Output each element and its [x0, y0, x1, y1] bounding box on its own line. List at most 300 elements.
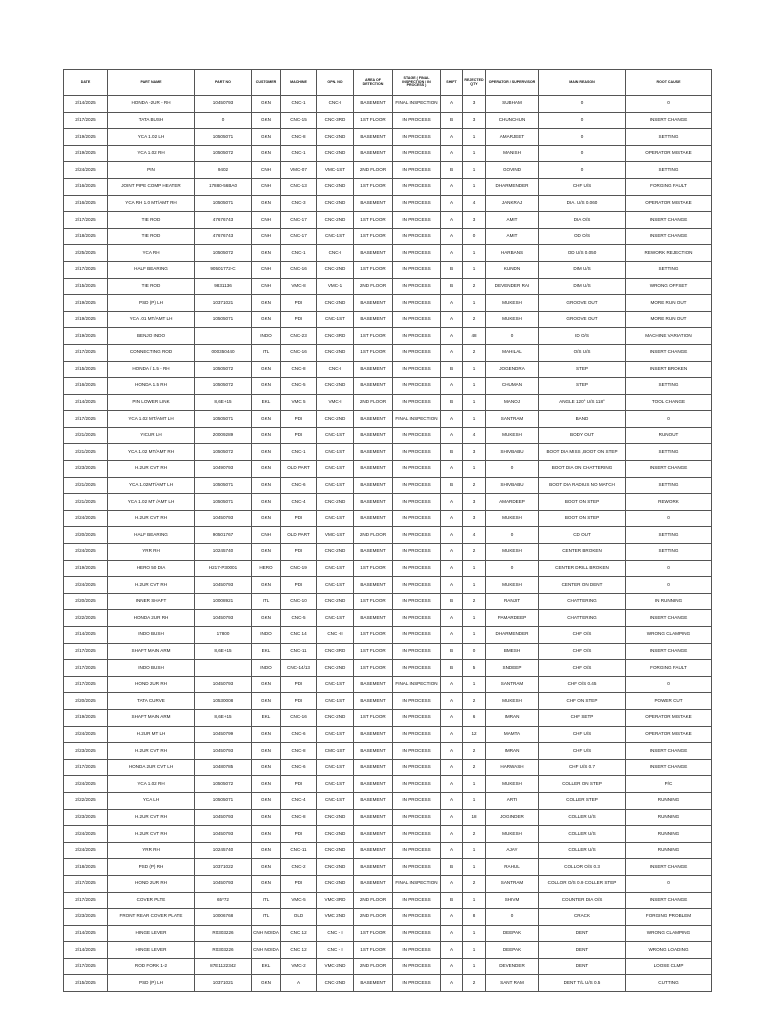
cell-part-no: 10450793 — [195, 809, 252, 826]
cell-opn-no: CNC - I — [317, 925, 354, 942]
cell-operator: AJAY — [486, 842, 539, 859]
cell-root-cause: RUNNING — [626, 826, 712, 843]
cell-part-name: YCA 1.02MT/AMT LH — [108, 477, 195, 494]
header-machine: MACHINE — [281, 70, 317, 96]
cell-date: 2/17/2025 — [64, 759, 108, 776]
cell-customer: INDO — [252, 627, 281, 644]
cell-main-reason: CD OUT — [539, 527, 626, 544]
cell-main-reason: CHF SETP — [539, 709, 626, 726]
cell-stage: IN PROCESS — [393, 129, 441, 146]
cell-root-cause: INSERT CHANGE — [626, 112, 712, 129]
cell-part-name: HONDA / 1.5 - RH — [108, 361, 195, 378]
cell-machine: CNC-4 — [281, 494, 317, 511]
cell-part-name: YCA 1.02 MT/AMT RH — [108, 444, 195, 461]
cell-stage: IN PROCESS — [393, 195, 441, 212]
cell-operator: MUKESH — [486, 295, 539, 312]
cell-opn-no: CNC-2ND — [317, 842, 354, 859]
cell-root-cause: SETTING — [626, 378, 712, 395]
cell-main-reason: COLLER U/S — [539, 842, 626, 859]
cell-part-no: 10505071 — [195, 494, 252, 511]
cell-date: 2/17/2025 — [64, 344, 108, 361]
cell-opn-no: CNC-2ND — [317, 295, 354, 312]
cell-main-reason: COLLER U/S — [539, 826, 626, 843]
cell-root-cause: RUNOUT — [626, 427, 712, 444]
cell-date: 2/16/2025 — [64, 378, 108, 395]
cell-customer: GKN — [252, 129, 281, 146]
cell-root-cause: 0 — [626, 577, 712, 594]
cell-stage: IN PROCESS — [393, 925, 441, 942]
table-row — [64, 510, 712, 527]
cell-rejected-qty: 3 — [463, 510, 486, 527]
cell-stage: IN PROCESS — [393, 477, 441, 494]
cell-area: 1ST FLOOR — [354, 709, 393, 726]
cell-customer: GKN — [252, 743, 281, 760]
cell-rejected-qty: 1 — [463, 610, 486, 627]
cell-date: 2/24/2025 — [64, 577, 108, 594]
cell-opn-no: CNC-1ST — [317, 510, 354, 527]
cell-shift: A — [441, 544, 463, 561]
cell-shift: B — [441, 859, 463, 876]
cell-main-reason: CHF O/S — [539, 660, 626, 677]
cell-part-no: 10505072 — [195, 145, 252, 162]
cell-shift: A — [441, 344, 463, 361]
cell-part-no: 10450793 — [195, 610, 252, 627]
cell-shift: A — [441, 826, 463, 843]
cell-customer: CNH NOIDA — [252, 925, 281, 942]
cell-opn-no: CNC-2ND — [317, 859, 354, 876]
cell-rejected-qty: 0 — [463, 643, 486, 660]
cell-shift: A — [441, 809, 463, 826]
cell-rejected-qty: 2 — [463, 344, 486, 361]
cell-part-no: R0303226 — [195, 942, 252, 959]
cell-stage: IN PROCESS — [393, 792, 441, 809]
cell-opn-no: VMC-I — [317, 394, 354, 411]
cell-rejected-qty: 2 — [463, 693, 486, 710]
cell-machine: PDI — [281, 311, 317, 328]
rejection-table — [63, 69, 712, 992]
cell-operator: MUKESH — [486, 776, 539, 793]
cell-rejected-qty: 4 — [463, 195, 486, 212]
cell-machine: CNC-2 — [281, 859, 317, 876]
cell-date: 2/24/2025 — [64, 726, 108, 743]
cell-root-cause: SETTING — [626, 261, 712, 278]
cell-root-cause: SETTING — [626, 162, 712, 179]
cell-customer: GKN — [252, 361, 281, 378]
cell-area: BASEMENT — [354, 809, 393, 826]
cell-part-name: HINGE LEVER — [108, 942, 195, 959]
cell-operator: 0 — [486, 461, 539, 478]
cell-customer: GKN — [252, 311, 281, 328]
cell-customer: GKN — [252, 859, 281, 876]
cell-date: 2/17/2025 — [64, 875, 108, 892]
cell-shift: A — [441, 942, 463, 959]
cell-part-name: HALF BEARING — [108, 261, 195, 278]
table-row — [64, 544, 712, 561]
cell-operator: DEVENDER — [486, 958, 539, 975]
cell-customer: GKN — [252, 295, 281, 312]
cell-part-name: PIN — [108, 162, 195, 179]
cell-main-reason: GROOVE OUT — [539, 295, 626, 312]
cell-customer: EKL — [252, 394, 281, 411]
cell-customer: HERO — [252, 560, 281, 577]
table-row — [64, 909, 712, 926]
cell-shift: A — [441, 461, 463, 478]
cell-stage: IN PROCESS — [393, 776, 441, 793]
cell-root-cause: OPERATOR MISTAKE — [626, 195, 712, 212]
cell-area: 1ST FLOOR — [354, 660, 393, 677]
cell-main-reason: STEP — [539, 378, 626, 395]
cell-operator: SUBHAM — [486, 96, 539, 113]
cell-operator: BMESH — [486, 643, 539, 660]
cell-customer: CNH NOIDA — [252, 942, 281, 959]
cell-date: 2/24/2025 — [64, 776, 108, 793]
cell-area: BASEMENT — [354, 676, 393, 693]
cell-main-reason: CHATTERING — [539, 593, 626, 610]
cell-operator: IMRAN — [486, 709, 539, 726]
table-body — [64, 96, 712, 992]
cell-opn-no: CNC-3RD — [317, 328, 354, 345]
cell-area: 1ST FLOOR — [354, 228, 393, 245]
cell-main-reason: OD U/S 0.050 — [539, 245, 626, 262]
cell-shift: A — [441, 759, 463, 776]
cell-customer: GKN — [252, 610, 281, 627]
table-row — [64, 461, 712, 478]
cell-operator: CHUNCHUN — [486, 112, 539, 129]
cell-root-cause: SETTING — [626, 527, 712, 544]
cell-area: BASEMENT — [354, 145, 393, 162]
table-row — [64, 112, 712, 129]
table-row — [64, 842, 712, 859]
cell-part-no: 10450793 — [195, 743, 252, 760]
cell-shift: A — [441, 627, 463, 644]
cell-opn-no: VMC-3RD — [317, 892, 354, 909]
cell-part-no: 8,6E+15 — [195, 643, 252, 660]
cell-stage: IN PROCESS — [393, 627, 441, 644]
cell-stage: IN PROCESS — [393, 494, 441, 511]
cell-part-no: 8,6E+15 — [195, 394, 252, 411]
cell-date: 2/19/2025 — [64, 560, 108, 577]
cell-customer: GKN — [252, 544, 281, 561]
cell-part-name: JOINT PIPE COMP HEATER — [108, 178, 195, 195]
cell-shift: A — [441, 527, 463, 544]
cell-main-reason: ANGLE 120° U/S 118° — [539, 394, 626, 411]
cell-stage: FINAL INSPECTION — [393, 676, 441, 693]
cell-main-reason: CENTER ON DENT — [539, 577, 626, 594]
cell-operator: DHARMENDER — [486, 627, 539, 644]
cell-rejected-qty: 1 — [463, 560, 486, 577]
table-row — [64, 261, 712, 278]
cell-customer: INDO — [252, 660, 281, 677]
cell-customer: EKL — [252, 958, 281, 975]
cell-machine: CNC-6 — [281, 759, 317, 776]
cell-machine: CNC 12 — [281, 925, 317, 942]
cell-opn-no: CNC-2ND — [317, 261, 354, 278]
cell-root-cause: OPERATOR MISTAKE — [626, 145, 712, 162]
cell-area: BASEMENT — [354, 494, 393, 511]
cell-rejected-qty: 1 — [463, 942, 486, 959]
cell-shift: A — [441, 577, 463, 594]
cell-opn-no: CNC-1ST — [317, 726, 354, 743]
cell-rejected-qty: 2 — [463, 743, 486, 760]
cell-part-no: 10490793 — [195, 461, 252, 478]
cell-operator: SHIVBABU — [486, 444, 539, 461]
cell-rejected-qty: 3 — [463, 96, 486, 113]
cell-main-reason: O/S U/S — [539, 344, 626, 361]
cell-part-name: YCA .01 MT/AMT LH — [108, 311, 195, 328]
cell-rejected-qty: 1 — [463, 859, 486, 876]
cell-stage: IN PROCESS — [393, 593, 441, 610]
cell-root-cause: P/C — [626, 776, 712, 793]
cell-opn-no: CNC-2ND — [317, 378, 354, 395]
cell-area: 2ND FLOOR — [354, 527, 393, 544]
cell-part-name: YCA 1.02 RH — [108, 776, 195, 793]
cell-rejected-qty: 3 — [463, 494, 486, 511]
cell-customer: INDO — [252, 328, 281, 345]
cell-area: 1ST FLOOR — [354, 593, 393, 610]
cell-shift: B — [441, 477, 463, 494]
cell-root-cause: MORE RUN OUT — [626, 295, 712, 312]
cell-date: 2/19/2025 — [64, 145, 108, 162]
cell-rejected-qty: 1 — [463, 261, 486, 278]
cell-machine: CNC-10 — [281, 593, 317, 610]
cell-date: 2/17/2025 — [64, 676, 108, 693]
cell-area: BASEMENT — [354, 461, 393, 478]
cell-part-name: ROD FORK 1-2 — [108, 958, 195, 975]
cell-rejected-qty: 1 — [463, 577, 486, 594]
cell-root-cause: REWORK — [626, 494, 712, 511]
header-opn-no: OPN. NO — [317, 70, 354, 96]
cell-rejected-qty: 2 — [463, 311, 486, 328]
cell-opn-no: CNC-2ND — [317, 344, 354, 361]
cell-rejected-qty: 6 — [463, 709, 486, 726]
cell-operator: SANTRAM — [486, 875, 539, 892]
cell-stage: IN PROCESS — [393, 743, 441, 760]
cell-main-reason: BOOT DIA RADIUS NO MATCH — [539, 477, 626, 494]
cell-area: 1ST FLOOR — [354, 925, 393, 942]
cell-customer: CNH — [252, 527, 281, 544]
table-row — [64, 875, 712, 892]
cell-date: 2/23/2025 — [64, 909, 108, 926]
cell-main-reason: CHF U/S — [539, 178, 626, 195]
cell-stage: IN PROCESS — [393, 809, 441, 826]
cell-opn-no: CNC-2ND — [317, 826, 354, 843]
cell-stage: IN PROCESS — [393, 444, 441, 461]
cell-rejected-qty: 1 — [463, 245, 486, 262]
cell-opn-no: CMC-1ST — [317, 743, 354, 760]
cell-area: 1ST FLOOR — [354, 261, 393, 278]
table-row — [64, 610, 712, 627]
cell-shift: A — [441, 245, 463, 262]
cell-area: BASEMENT — [354, 726, 393, 743]
cell-stage: IN PROCESS — [393, 112, 441, 129]
cell-date: 2/24/2025 — [64, 826, 108, 843]
cell-main-reason: DIM U/S — [539, 261, 626, 278]
cell-customer: GKN — [252, 693, 281, 710]
cell-rejected-qty: 1 — [463, 892, 486, 909]
table-row — [64, 411, 712, 428]
cell-rejected-qty: 2 — [463, 759, 486, 776]
cell-stage: IN PROCESS — [393, 643, 441, 660]
cell-shift: A — [441, 792, 463, 809]
table-row — [64, 162, 712, 179]
cell-root-cause: REWORK REJECTION — [626, 245, 712, 262]
table-row — [64, 975, 712, 992]
header-row — [64, 70, 712, 96]
cell-part-name: HONDA -2UR - RH — [108, 96, 195, 113]
cell-root-cause: 0 — [626, 96, 712, 113]
cell-machine: PDI — [281, 875, 317, 892]
cell-rejected-qty: 1 — [463, 776, 486, 793]
cell-area: 1ST FLOOR — [354, 328, 393, 345]
cell-operator: RAHUL — [486, 859, 539, 876]
cell-rejected-qty: 1 — [463, 792, 486, 809]
cell-operator: SANT RAM — [486, 975, 539, 992]
table-row — [64, 593, 712, 610]
cell-root-cause: INSERT CHANGE — [626, 344, 712, 361]
cell-date: 2/14/2025 — [64, 925, 108, 942]
cell-customer: CNH — [252, 228, 281, 245]
cell-part-name: PIN LOWER LINK — [108, 394, 195, 411]
cell-customer: GKN — [252, 826, 281, 843]
cell-machine: CNC-1 — [281, 245, 317, 262]
cell-root-cause: WRONG CLAMPING — [626, 925, 712, 942]
cell-main-reason: DENT — [539, 958, 626, 975]
cell-rejected-qty: 2 — [463, 875, 486, 892]
table-row — [64, 759, 712, 776]
cell-root-cause: FORGING PROBLEM — [626, 909, 712, 926]
cell-shift: A — [441, 129, 463, 146]
cell-area: 1ST FLOOR — [354, 212, 393, 229]
cell-date: 2/17/2025 — [64, 212, 108, 229]
cell-area: BASEMENT — [354, 295, 393, 312]
cell-stage: IN PROCESS — [393, 278, 441, 295]
cell-customer: GKN — [252, 477, 281, 494]
cell-opn-no: CNC-2ND — [317, 809, 354, 826]
cell-root-cause: OPERATOR MISTAKE — [626, 726, 712, 743]
cell-root-cause: LOOSE CLMP — [626, 958, 712, 975]
cell-operator: JANKRAJ — [486, 195, 539, 212]
cell-main-reason: DIA. U/S 0.060 — [539, 195, 626, 212]
cell-part-no: 000350440 — [195, 344, 252, 361]
cell-opn-no: CNC-1ST — [317, 461, 354, 478]
table-row — [64, 726, 712, 743]
cell-area: BASEMENT — [354, 427, 393, 444]
header-main-reason: MAIN REASON — [539, 70, 626, 96]
cell-main-reason: COLLER U/S — [539, 809, 626, 826]
header-shift: SHIFT — [441, 70, 463, 96]
cell-area: BASEMENT — [354, 776, 393, 793]
cell-part-name: HOND 2UR RH — [108, 676, 195, 693]
table-row — [64, 195, 712, 212]
cell-stage: IN PROCESS — [393, 975, 441, 992]
cell-part-name: H.2UR CVT RH — [108, 809, 195, 826]
cell-part-no: 10505071 — [195, 792, 252, 809]
table-row — [64, 859, 712, 876]
cell-date: 2/17/2025 — [64, 112, 108, 129]
cell-main-reason: CENTER BROKEN — [539, 544, 626, 561]
table-row — [64, 676, 712, 693]
cell-root-cause: 0 — [626, 411, 712, 428]
cell-rejected-qty: 1 — [463, 295, 486, 312]
cell-shift: B — [441, 444, 463, 461]
cell-main-reason: 0 — [539, 129, 626, 146]
cell-area: BASEMENT — [354, 743, 393, 760]
header-rejected-qty: REJECTED QTY — [463, 70, 486, 96]
cell-rejected-qty: 18 — [463, 809, 486, 826]
cell-date: 2/24/2025 — [64, 162, 108, 179]
cell-root-cause: INSERT CHANGE — [626, 461, 712, 478]
cell-shift: A — [441, 494, 463, 511]
cell-rejected-qty: 2 — [463, 975, 486, 992]
cell-area: 1ST FLOOR — [354, 112, 393, 129]
cell-machine: PDI — [281, 826, 317, 843]
cell-shift: A — [441, 145, 463, 162]
cell-part-name: TATA CURVE — [108, 693, 195, 710]
table-row — [64, 311, 712, 328]
cell-part-name: YCA 1.02 MT/AMT LH — [108, 411, 195, 428]
cell-operator: MUKESH — [486, 826, 539, 843]
cell-rejected-qty: 2 — [463, 477, 486, 494]
cell-rejected-qty: 1 — [463, 411, 486, 428]
cell-part-name: YCA 1.02 LH — [108, 129, 195, 146]
cell-part-name: YCA RH 1.0 MT/AMT RH — [108, 195, 195, 212]
cell-main-reason: COLLOR O/S 0.9 COLLER STEP — [539, 875, 626, 892]
cell-area: 1ST FLOOR — [354, 560, 393, 577]
cell-main-reason: DENT — [539, 925, 626, 942]
cell-operator: 0 — [486, 328, 539, 345]
cell-machine: OLD — [281, 909, 317, 926]
cell-part-no: 90501772-C — [195, 261, 252, 278]
cell-area: BASEMENT — [354, 361, 393, 378]
cell-customer: ITL — [252, 344, 281, 361]
header-operator: OPERATOR / SUPERVISOR — [486, 70, 539, 96]
cell-opn-no: CNC-2ND — [317, 544, 354, 561]
cell-main-reason: DIM U/S — [539, 278, 626, 295]
cell-customer: GKN — [252, 378, 281, 395]
cell-rejected-qty: 1 — [463, 145, 486, 162]
cell-opn-no: CNC-1ST — [317, 759, 354, 776]
cell-machine: CNC-5 — [281, 378, 317, 395]
table-row — [64, 560, 712, 577]
table-row — [64, 709, 712, 726]
cell-main-reason: COLLER STEP — [539, 792, 626, 809]
cell-opn-no: CNC-1ST — [317, 577, 354, 594]
cell-part-no: 10450793 — [195, 510, 252, 527]
cell-stage: FINAL INSPECTION — [393, 875, 441, 892]
cell-root-cause: INSERT CHANGE — [626, 212, 712, 229]
cell-opn-no: VMC-1 — [317, 278, 354, 295]
cell-date: 2/18/2025 — [64, 228, 108, 245]
cell-shift: A — [441, 560, 463, 577]
cell-area: 2ND FLOOR — [354, 278, 393, 295]
table-row — [64, 212, 712, 229]
cell-date: 2/23/2025 — [64, 461, 108, 478]
cell-date: 2/21/2025 — [64, 427, 108, 444]
cell-opn-no: CNC-2ND — [317, 195, 354, 212]
cell-stage: IN PROCESS — [393, 427, 441, 444]
cell-shift: A — [441, 427, 463, 444]
cell-root-cause: RUNNING — [626, 809, 712, 826]
header-part-name: PART NAME — [108, 70, 195, 96]
cell-machine: CNC-8 — [281, 361, 317, 378]
cell-rejected-qty: 3 — [463, 212, 486, 229]
cell-part-name: H.2UR CVT RH — [108, 577, 195, 594]
cell-machine: CNC-1 — [281, 145, 317, 162]
cell-shift: A — [441, 743, 463, 760]
cell-area: BASEMENT — [354, 875, 393, 892]
cell-main-reason: BODY OUT — [539, 427, 626, 444]
cell-part-name: BENJO INDO — [108, 328, 195, 345]
